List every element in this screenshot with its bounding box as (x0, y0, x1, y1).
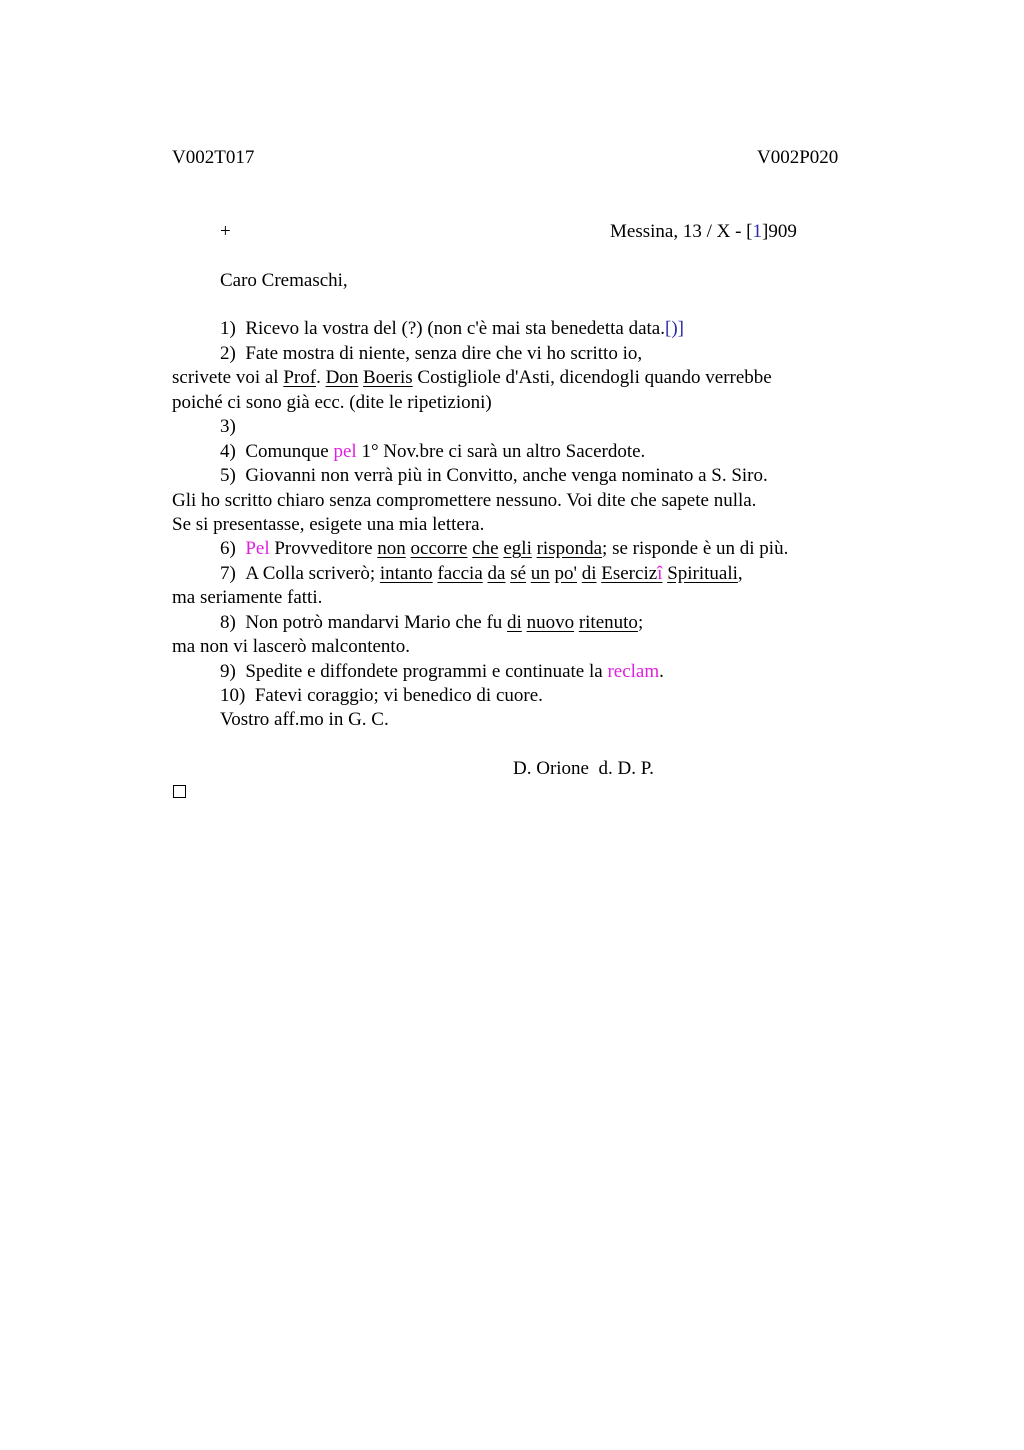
underlined-intanto: intanto (379, 563, 433, 584)
item-2-number: 2) (220, 343, 236, 364)
item-4 (220, 440, 645, 464)
underlined-da: da (487, 563, 506, 584)
salutation: Caro Cremaschi, (220, 270, 348, 291)
dateline-year: 909 (768, 221, 797, 242)
underlined-se: sé (510, 563, 527, 584)
item-1 (220, 317, 684, 341)
item-2-line-2 (172, 366, 772, 390)
dateline (610, 220, 797, 244)
marked-word-pel: pel (333, 441, 357, 462)
dateline-bracket-open: [ (746, 221, 753, 242)
item-10-number: 10) (220, 685, 246, 706)
item-8-line-1 (220, 611, 643, 635)
esercizi-stem: Eserciz (601, 563, 658, 584)
item-5-text: Giovanni non verrà più in Convitto, anche venga nominato a S. Siro. (245, 465, 768, 486)
item-6-number: 6) (220, 538, 236, 559)
signature: D. Orione d. D. P. (513, 758, 654, 779)
underlined-risponda: risponda (536, 538, 603, 559)
item-1-text: Ricevo la vostra del (?) (non c'è mai sta benedetta data. (245, 318, 665, 339)
editorial-bracket-close: ] (677, 318, 684, 339)
closing: Vostro aff.mo in G. C. (220, 709, 389, 730)
item-9-dot: . (659, 661, 664, 682)
dateline-inserted-digit: 1 (752, 221, 762, 242)
item-4-text-a: Comunque (245, 441, 334, 462)
underlined-di-2: di (507, 612, 522, 633)
marked-word-pel-cap: Pel (245, 538, 270, 559)
item-3: 3) (220, 416, 236, 437)
underlined-don: Don (325, 367, 359, 388)
underlined-un: un (530, 563, 550, 584)
item-6-tail: ; se risponde è un di più. (602, 538, 789, 559)
item-9-number: 9) (220, 661, 236, 682)
document-code-left: V002T017 (172, 147, 255, 168)
item-7-line-2: ma seriamente fatti. (172, 587, 323, 608)
item-5-line-1 (220, 464, 768, 488)
item-5-line-2: Gli ho scritto chiaro senza compromettere nessuno. Voi dite che sapete nulla. (172, 490, 757, 511)
item-4-number: 4) (220, 441, 236, 462)
item-7-line-1 (220, 562, 743, 586)
marked-letter-i-hat: î (657, 563, 663, 584)
item-7-text: A Colla scriverò; (245, 563, 380, 584)
dateline-bracket-close: ] (761, 221, 769, 242)
item-2-line-3: poiché ci sono già ecc. (dite le ripetizioni) (172, 392, 492, 413)
item-2-line-1 (220, 342, 642, 366)
end-mark-box (173, 785, 186, 798)
item-8-semicolon: ; (637, 612, 644, 633)
editorial-bracket-open: [ (665, 318, 672, 339)
item-7-comma: , (737, 563, 743, 584)
document-code-right: V002P020 (757, 147, 839, 168)
item-8-text: Non potrò mandarvi Mario che fu (245, 612, 508, 633)
item-9 (220, 660, 664, 684)
item-2-dot: . (316, 367, 326, 388)
underlined-non: non (377, 538, 406, 559)
underlined-faccia: faccia (437, 563, 483, 584)
item-5-line-3: Se si presentasse, esigete una mia lettera. (172, 514, 485, 535)
item-2-text-a: scrivete voi al (172, 367, 284, 388)
underlined-spirituali: Spirituali (667, 563, 738, 584)
underlined-che: che (472, 538, 499, 559)
item-2-text-b: Costigliole d'Asti, dicendogli quando verrebbe (412, 367, 772, 388)
underlined-di: di (581, 563, 597, 584)
underlined-prof: Prof (283, 367, 317, 388)
underlined-ritenuto: ritenuto (578, 612, 638, 633)
editorial-paren: ) (671, 318, 678, 339)
underlined-egli: egli (503, 538, 532, 559)
item-7-number: 7) (220, 563, 236, 584)
item-2-text: Fate mostra di niente, senza dire che vi ho scritto io, (245, 343, 643, 364)
underlined-esercizi (601, 563, 662, 584)
item-6 (220, 537, 788, 561)
item-8-line-2: ma non vi lascerò malcontento. (172, 636, 410, 657)
item-10-text: Fatevi coraggio; vi benedico di cuore. (254, 685, 543, 706)
dateline-place: Messina, 13 / X - (610, 221, 747, 242)
item-4-text-b: 1° Nov.bre ci sarà un altro Sacerdote. (356, 441, 646, 462)
underlined-boeris: Boeris (363, 367, 413, 388)
underlined-nuovo: nuovo (526, 612, 575, 633)
item-6-text: Provveditore (269, 538, 378, 559)
item-9-text: Spedite e diffondete programmi e continuate la (245, 661, 608, 682)
underlined-occorre: occorre (410, 538, 468, 559)
item-10 (220, 684, 543, 708)
item-8-number: 8) (220, 612, 236, 633)
item-1-number: 1) (220, 318, 236, 339)
underlined-po: po' (554, 563, 577, 584)
cross-symbol: + (220, 221, 231, 242)
item-5-number: 5) (220, 465, 236, 486)
marked-word-reclam: reclam (607, 661, 660, 682)
